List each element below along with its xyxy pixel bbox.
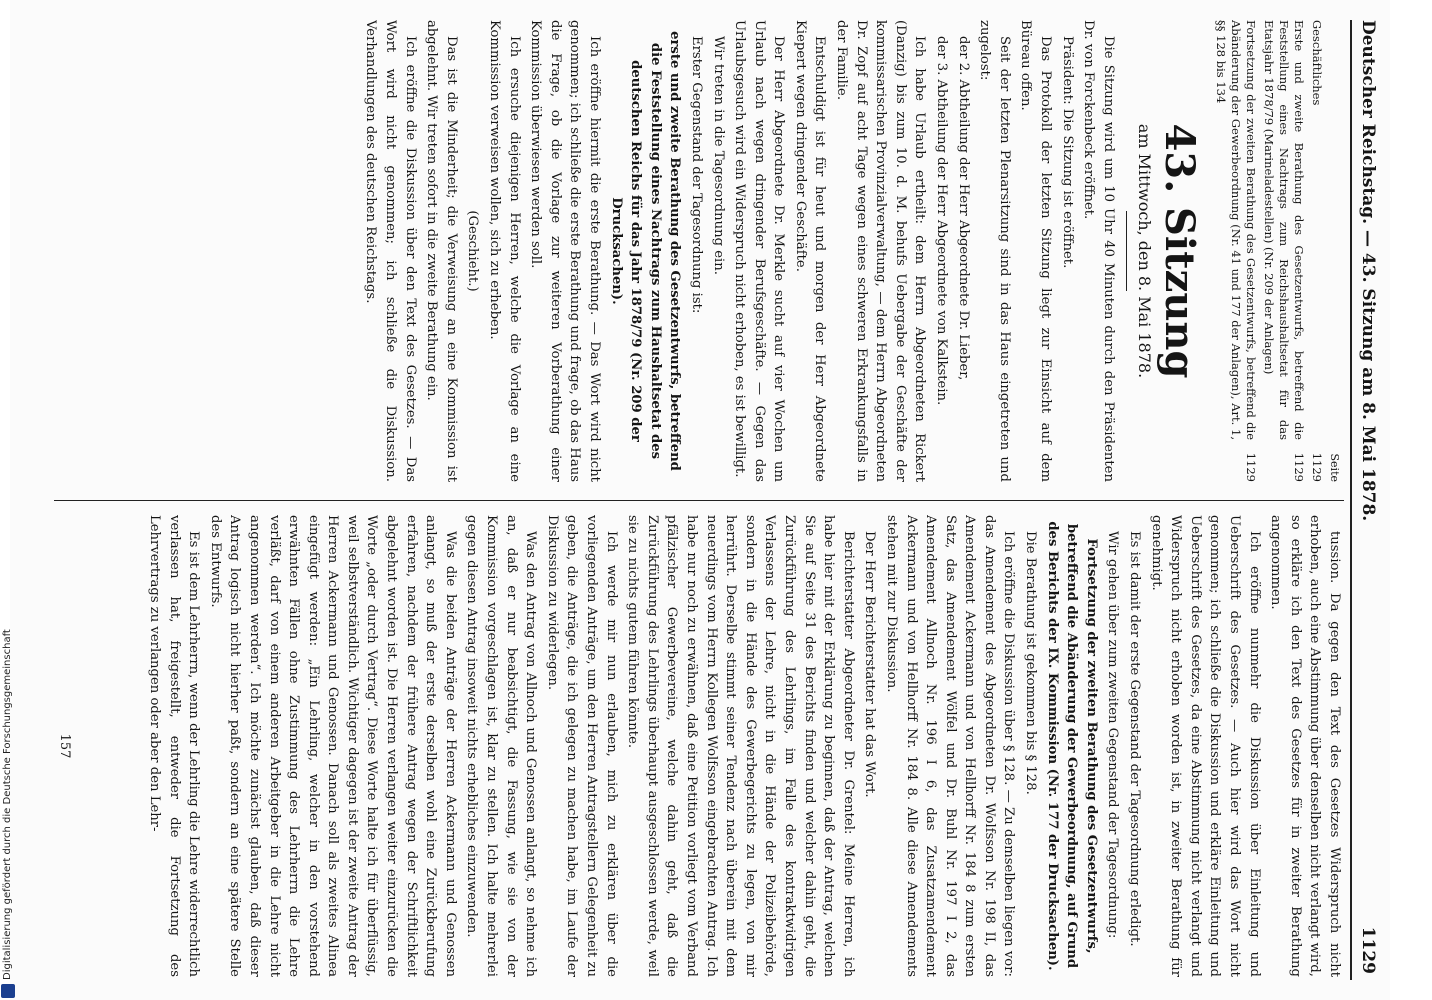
toc-entry: Fortsetzung der zweiten Berathung des Gesetzentwurfs, betreffend die Abänderung der Gewerbeordnung (Nr. 41 und 177 der Anlagen), Art. 1, §§ 128 bis 134 — [1214, 20, 1259, 440]
paragraph: Ich eröffne nunmehr die Diskussion über Einleitung und Ueberschrift des Gesetzes. — Auch hier wird das Wort nicht genommen; ich schließe die Diskussion und erkläre Einleitung und Ueberschrift des Gesetzes, da eine Abstimmung nicht verlangt und Widerspruch nicht erhoben worden ist, in zweiter Berathung für genehmigt. — [1148, 515, 1262, 977]
column-divider — [54, 500, 1344, 501]
credit-label: Digitalisierung gefördert durch die Deutsche Forschungsgemeinschaft — [2, 629, 13, 980]
paragraph: Wir gehen über zum zweiten Gegenstand der Tagesordnung: — [1105, 531, 1121, 939]
paragraph: Entschuldigt ist für heut und morgen der Herr Abgeordnete Kiepert wegen dringender Geschäfte. — [792, 20, 828, 482]
paragraph: Der Herr Berichterstatter hat das Wort. — [862, 531, 878, 798]
paragraph: Ich ersuche diejenigen Herren, welche die Vorlage an eine Kommission verweisen wollen, sich zu erheben. — [487, 20, 522, 482]
agenda-item-heading: Fortsetzung der zweiten Berathung des Gesetzentwurfs, betreffend die Abänderung der Gewerbeordnung, auf Grund des Berichts der IX. Kommission (Nr. 177 der Drucksachen). — [1044, 521, 1099, 971]
paragraph: Das ist die Minderheit; die Verweisung an eine Kommission ist abgelehnt. Wir treten sofort in die zweite Berathung ein. — [424, 20, 459, 482]
session-date: am Mittwoch, den 8. Mai 1878. — [1135, 123, 1155, 379]
toc-page: 1129 — [1310, 452, 1325, 482]
stage-direction: (Geschieht.) — [465, 210, 481, 292]
toc-page: 1129 — [1244, 452, 1259, 482]
paragraph: Es ist dem Lehrherrn, wenn der Lehrling die Lehre widerrechtlich verlassen hat, freigestellt, entweder die Fortsetzung des Lehrvertrags zu verlangen oder aber den Lehr- — [146, 515, 202, 977]
left-column — [44, 20, 1344, 482]
table-of-contents — [1210, 20, 1324, 482]
paragraph: der 2. Abtheilung der Herr Abgeordnete Dr. Lieber, — [955, 36, 971, 381]
signature-mark: 157 — [57, 733, 72, 759]
paragraph: Wir treten in die Tagesordnung ein. — [710, 36, 726, 275]
toc-row — [1210, 20, 1258, 482]
paragraph: Was den Antrag von Allnoch und Genossen anlangt, so nehme ich an, daß er nur beabsichtigt, die Fassung, wie sie von der Kommission vorgeschlagen ist, klar zu stellen. Ich halte mehrerlei gegen diesen Antrag insoweit nichts erhebliches einzuwenden. — [464, 515, 539, 977]
toc-header: Seite — [1328, 453, 1341, 482]
toc-page: 1129 — [1292, 452, 1307, 482]
paragraph: Ich eröffne hiermit die erste Berathung. — Das Wort wird nicht genommen; ich schließe die erste Berathung und frage, ob das Haus die Frage, ob die Vorlage zur weiteren Vorberathung einer Kommission überwiesen werden soll. — [528, 20, 602, 482]
toc-entry: Erste und zweite Berathung des Gesetzentwurfs, betreffend die Feststellung eines Nachtrags zum Reichshaushaltsetat für das Etatsjahr 1878/79 (Marineladestellen) (Nr. 209 der Anlagen) — [1262, 20, 1307, 440]
toc-entry: Geschäftliches — [1310, 20, 1325, 106]
divider — [1126, 211, 1127, 291]
page-number: 1129 — [1358, 926, 1378, 974]
right-column — [44, 515, 1344, 977]
paragraph: Das Protokoll der letzten Sitzung liegt zur Einsicht auf dem Büreau offen. — [1018, 20, 1054, 482]
toc-row — [1258, 20, 1306, 482]
paragraph: Es ist damit der erste Gegenstand der Tagesordnung erledigt. — [1127, 531, 1143, 947]
paragraph: Ich habe Urlaub ertheilt: dem Herrn Abgeordneten Rickert (Danzig) bis zum 10. d. M. behufs Uebergabe der Geschäfte der kommissarischen Provinzialverwaltung, — dem Herrn Abgeordneten Dr. Zopf auf acht Tage wegen eines schweren Erkrankungsfalls in der Familie. — [834, 20, 928, 482]
toc-row — [1306, 20, 1324, 482]
agenda-item-heading: erste und zweite Berathung des Gesetzentwurfs, betreffend die Feststellung eines Nachtrags zum Haushaltsetat des deutschen Reichs für das Jahr 1878/79 (Nr. 209 der Drucksachen). — [608, 31, 683, 471]
paragraph: Ich eröffne die Diskussion über den Text des Gesetzes. — Das Wort wird nicht genommen; ich schließe die Diskussion. Verhandlungen des deutschen Reichstags. — [363, 20, 418, 482]
paragraph: Die Berathung ist gekommen bis § 128. — [1023, 531, 1039, 795]
paragraph: Die Sitzung wird um 10 Uhr 40 Minuten durch den Präsidenten Dr. von Forckenbeck eröffnet. — [1081, 20, 1116, 482]
dfg-logo-icon — [1, 984, 15, 998]
digitization-credit — [0, 0, 16, 1000]
running-head-title: Deutscher Reichstag. — 43. Sitzung am 8. Mai 1878. — [1358, 20, 1378, 522]
paragraph: tussion. Da gegen den Text des Gesetzes Widerspruch nicht erhoben, auch eine Abstimmung über denselben nicht verlangt wird, so erkläre ich den Text des Gesetzes für in zweiter Berathung angenommen. — [1268, 515, 1342, 977]
paragraph: Erster Gegenstand der Tagesordnung ist: — [688, 36, 704, 314]
paragraph: Berichterstatter Abgeordneter Dr. Grentel: Meine Herren, ich habe hier mit der Erklärung zu beginnen, daß der Antrag, welchen Sie auf Seite 31 des Berichts finden und welcher dahin geht, die Zurückführung des Lehrlings, im Falle des kontraktwidrigen Verlassens der Lehre, nicht in die Hände der Polizeibehörde, sondern in die Hände des Gewerbegerichts zu legen, von mir herrührt. Derselbe stimmt seiner Tendenz nach überein mit dem neuerdings vom Herrn Kollegen Wolfsson eingebrachten Antrag. Ich habe nur noch zu erwähnen, daß eine Petition vorliegt vom Verband pfälzischer Gewerbevereine, welche dahin geht, daß die Zurückführung des Lehrlings überhaupt ausgeschlossen werde, weil sie zu nichts gutem führen könnte. — [625, 515, 856, 977]
paragraph: der 3. Abtheilung der Herr Abgeordnete von Kalkstein. — [934, 36, 950, 406]
paragraph: Ich werde mir nun erlauben, mich zu erklären über die vorliegenden Anträge, um den Herren Antragstellern Gelegenheit zu geben, die Anträge, die ich gelegen zu machen habe, im Laufe der Diskussion zu widerlegen. — [544, 515, 619, 977]
paragraph: Seit der letzten Plenarsitzung sind in das Haus eingetreten und zugelost: — [977, 20, 1012, 482]
paragraph: Präsident: Die Sitzung ist eröffnet. — [1059, 36, 1075, 269]
session-title: 43. Sitzung — [1156, 123, 1204, 379]
rotated-page — [10, 0, 1390, 1000]
paragraph: Ich eröffne die Diskussion über § 128. — Zu demselben liegen vor: das Amendement des Abgeordneten Dr. Wolfsson Nr. 198 II, das Amendement Ackermann und von Hellhorff Nr. 184 8 zum ersten Satz, das Amendement Wölfel und Dr. Buhl Nr. 197 I 2, das Amendement Allnoch Nr. 196 I 6, das Zusatzamendement Ackermann und von Hellhorff Nr. 184 8. Alle diese Amendements stehen mit zur Diskussion. — [883, 515, 1017, 977]
paragraph: Was die beiden Anträge der Herren Ackermann und Genossen anlangt, so muß der erste derselben wohl eine Zurückberufung erfahren, nachdem der frühere Antrag wegen der Schriftlichkeit abgelehnt worden ist. Die Herren verlangen weiter einzurücken die Worte „oder durch Vertrag“. Diese Worte halte ich für überflüssig, weil selbstverständlich. Wichtiger dagegen ist der zweite Antrag der Herren Ackermann und Genossen. Danach soll als zweites Alinea eingefügt werden: „Ein Lehrling, welcher in den vorstehend erwähnten Fällen ohne Zustimmung des Lehrherrn die Lehre verläßt, darf von einem anderen Arbeitgeber in die Lehre nicht angenommen werden“. Ich möchte zunächst glauben, daß dieser Antrag logisch nicht hierher paßt, sondern an eine spätere Stelle des Entwurfs. — [207, 515, 458, 977]
paragraph: Der Herr Abgeordnete Dr. Merkle sucht auf vier Wochen um Urlaub nach wegen dringender Berufsgeschäfte. — Gegen das Urlaubsgesuch wird ein Widerspruch nicht erhoben, es ist bewilligt. — [732, 20, 787, 482]
running-head — [1350, 20, 1384, 980]
